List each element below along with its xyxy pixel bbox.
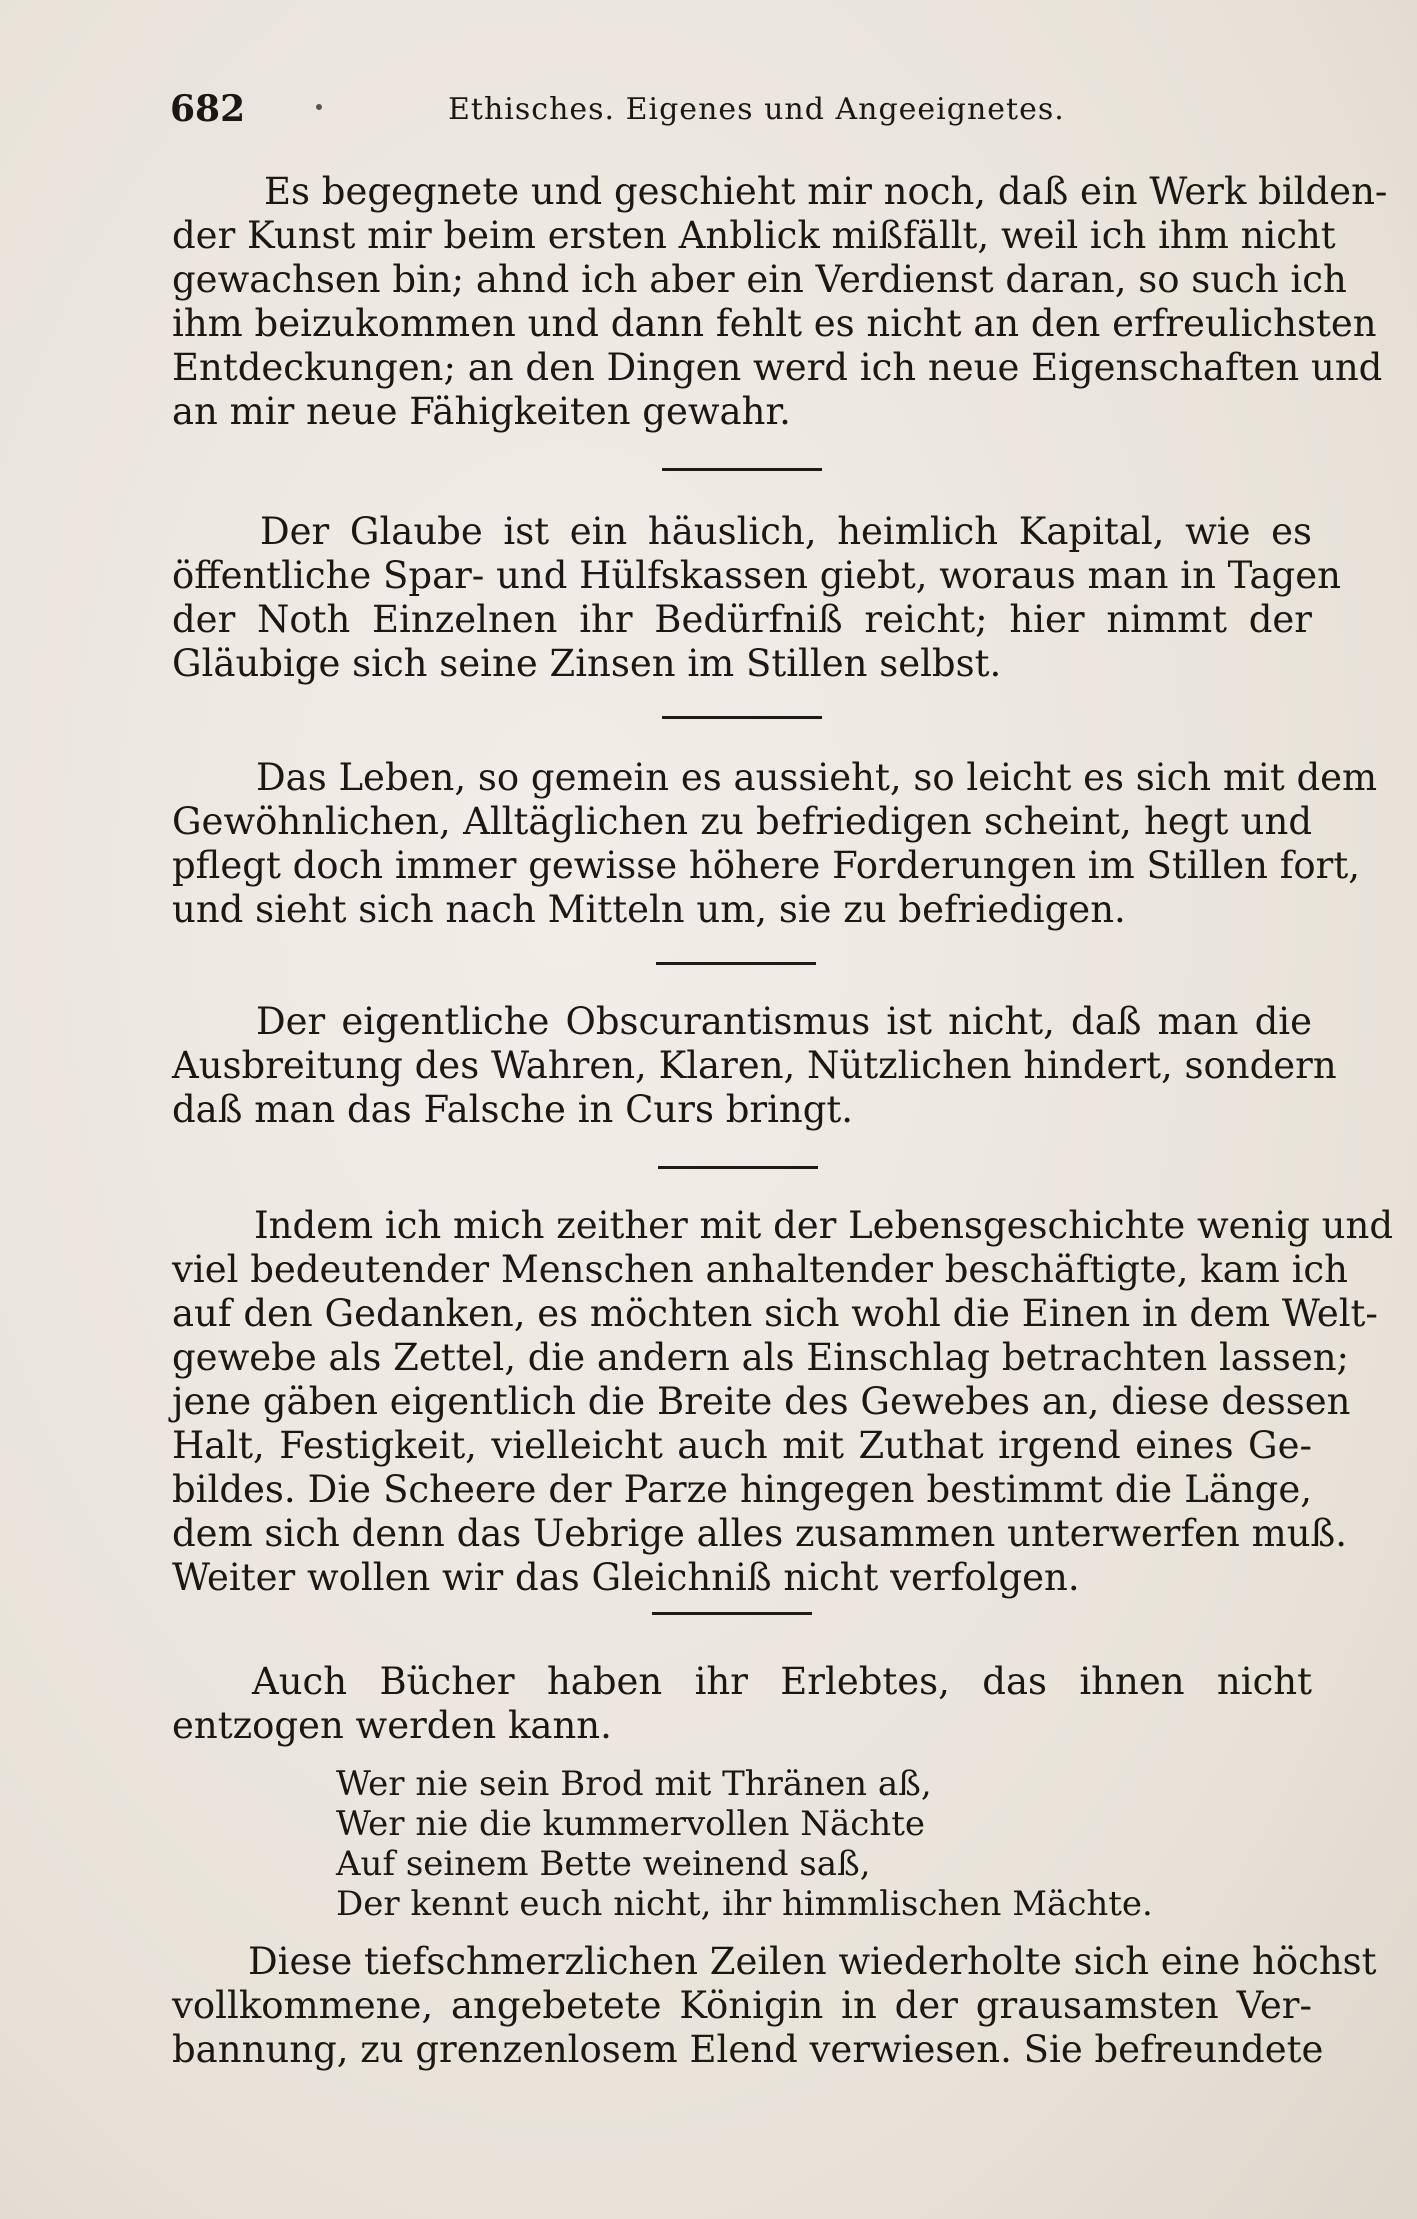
text-line: Es begegnete und geschieht mir noch, daß ein Werk bilden- bbox=[264, 170, 1388, 213]
paragraph-5 bbox=[172, 1204, 1394, 1600]
text-line: Gewöhnlichen, Alltäglichen zu befriedigen scheint, hegt und bbox=[172, 800, 1312, 843]
verse-block bbox=[336, 1764, 1236, 1924]
paragraph-6 bbox=[172, 1660, 1312, 1748]
text-line: auf den Gedanken, es möchten sich wohl die Einen in dem Welt- bbox=[172, 1292, 1378, 1335]
text-line: dem sich denn das Uebrige alles zusammen unterwerfen muß. bbox=[172, 1512, 1348, 1555]
text-line: Das Leben, so gemein es aussieht, so leicht es sich mit dem bbox=[256, 756, 1378, 799]
section-divider bbox=[652, 1612, 812, 1615]
page-header bbox=[170, 88, 1310, 138]
text-line: der Noth Einzelnen ihr Bedürfniß reicht; hier nimmt der bbox=[172, 598, 1312, 641]
text-line: viel bedeutender Menschen anhaltender beschäftigte, kam ich bbox=[172, 1248, 1348, 1291]
text-line: Weiter wollen wir das Gleichniß nicht verfolgen. bbox=[172, 1556, 1080, 1599]
text-line: pflegt doch immer gewisse höhere Forderungen im Stillen fort, bbox=[172, 844, 1360, 887]
text-line: der Kunst mir beim ersten Anblick mißfällt, weil ich ihm nicht bbox=[172, 214, 1336, 257]
text-line: Der eigentliche Obscurantismus ist nicht, daß man die bbox=[256, 1000, 1312, 1043]
paragraph-3 bbox=[172, 756, 1378, 932]
page-number: 682 bbox=[170, 88, 246, 130]
text-line: gewachsen bin; ahnd ich aber ein Verdienst daran, so such ich bbox=[172, 258, 1347, 301]
text-line: ihm beizukommen und dann fehlt es nicht an den erfreulichsten bbox=[172, 302, 1377, 345]
verse-line: Wer nie die kummervollen Nächte bbox=[336, 1804, 925, 1844]
paragraph-2 bbox=[172, 510, 1341, 686]
text-line: Halt, Festigkeit, vielleicht auch mit Zuthat irgend eines Ge- bbox=[172, 1424, 1312, 1467]
text-line: Der Glaube ist ein häuslich, heimlich Kapital, wie es bbox=[260, 510, 1312, 553]
text-line: entzogen werden kann. bbox=[172, 1704, 612, 1747]
text-line: gewebe als Zettel, die andern als Einschlag betrachten lassen; bbox=[172, 1336, 1350, 1379]
text-line: Auch Bücher haben ihr Erlebtes, das ihnen nicht bbox=[252, 1660, 1312, 1703]
verse-line: Auf seinem Bette weinend saß, bbox=[336, 1844, 871, 1884]
text-line: und sieht sich nach Mitteln um, sie zu befriedigen. bbox=[172, 888, 1126, 931]
section-divider bbox=[662, 716, 822, 719]
text-line: an mir neue Fähigkeiten gewahr. bbox=[172, 390, 791, 433]
text-line: Diese tiefschmerzlichen Zeilen wiederholte sich eine höchst bbox=[248, 1940, 1377, 1983]
header-dot bbox=[316, 104, 322, 110]
section-divider bbox=[656, 962, 816, 965]
text-line: Entdeckungen; an den Dingen werd ich neue Eigenschaften und bbox=[172, 346, 1383, 389]
text-line: Indem ich mich zeither mit der Lebensgeschichte wenig und bbox=[254, 1204, 1394, 1247]
text-line: daß man das Falsche in Curs bringt. bbox=[172, 1088, 854, 1131]
text-line: jene gäben eigentlich die Breite des Gewebes an, diese dessen bbox=[172, 1380, 1351, 1423]
text-line: Ausbreitung des Wahren, Klaren, Nützlichen hindert, sondern bbox=[172, 1044, 1337, 1087]
running-head: Ethisches. Eigenes und Angeeignetes. bbox=[448, 92, 1065, 127]
section-divider bbox=[658, 1166, 818, 1169]
text-line: vollkommene, angebetete Königin in der grausamsten Ver- bbox=[172, 1984, 1312, 2027]
paragraph-1 bbox=[172, 170, 1388, 434]
text-line: Gläubige sich seine Zinsen im Stillen selbst. bbox=[172, 642, 1002, 685]
paragraph-4 bbox=[172, 1000, 1337, 1132]
closing-paragraph bbox=[172, 1940, 1377, 2072]
text-line: bildes. Die Scheere der Parze hingegen bestimmt die Länge, bbox=[172, 1468, 1312, 1511]
section-divider bbox=[662, 468, 822, 471]
text-line: bannung, zu grenzenlosem Elend verwiesen. Sie befreundete bbox=[172, 2028, 1324, 2071]
text-line: öffentliche Spar- und Hülfskassen giebt, woraus man in Tagen bbox=[172, 554, 1341, 597]
verse-line: Der kennt euch nicht, ihr himmlischen Mächte. bbox=[336, 1884, 1153, 1924]
verse-line: Wer nie sein Brod mit Thränen aß, bbox=[336, 1764, 932, 1804]
